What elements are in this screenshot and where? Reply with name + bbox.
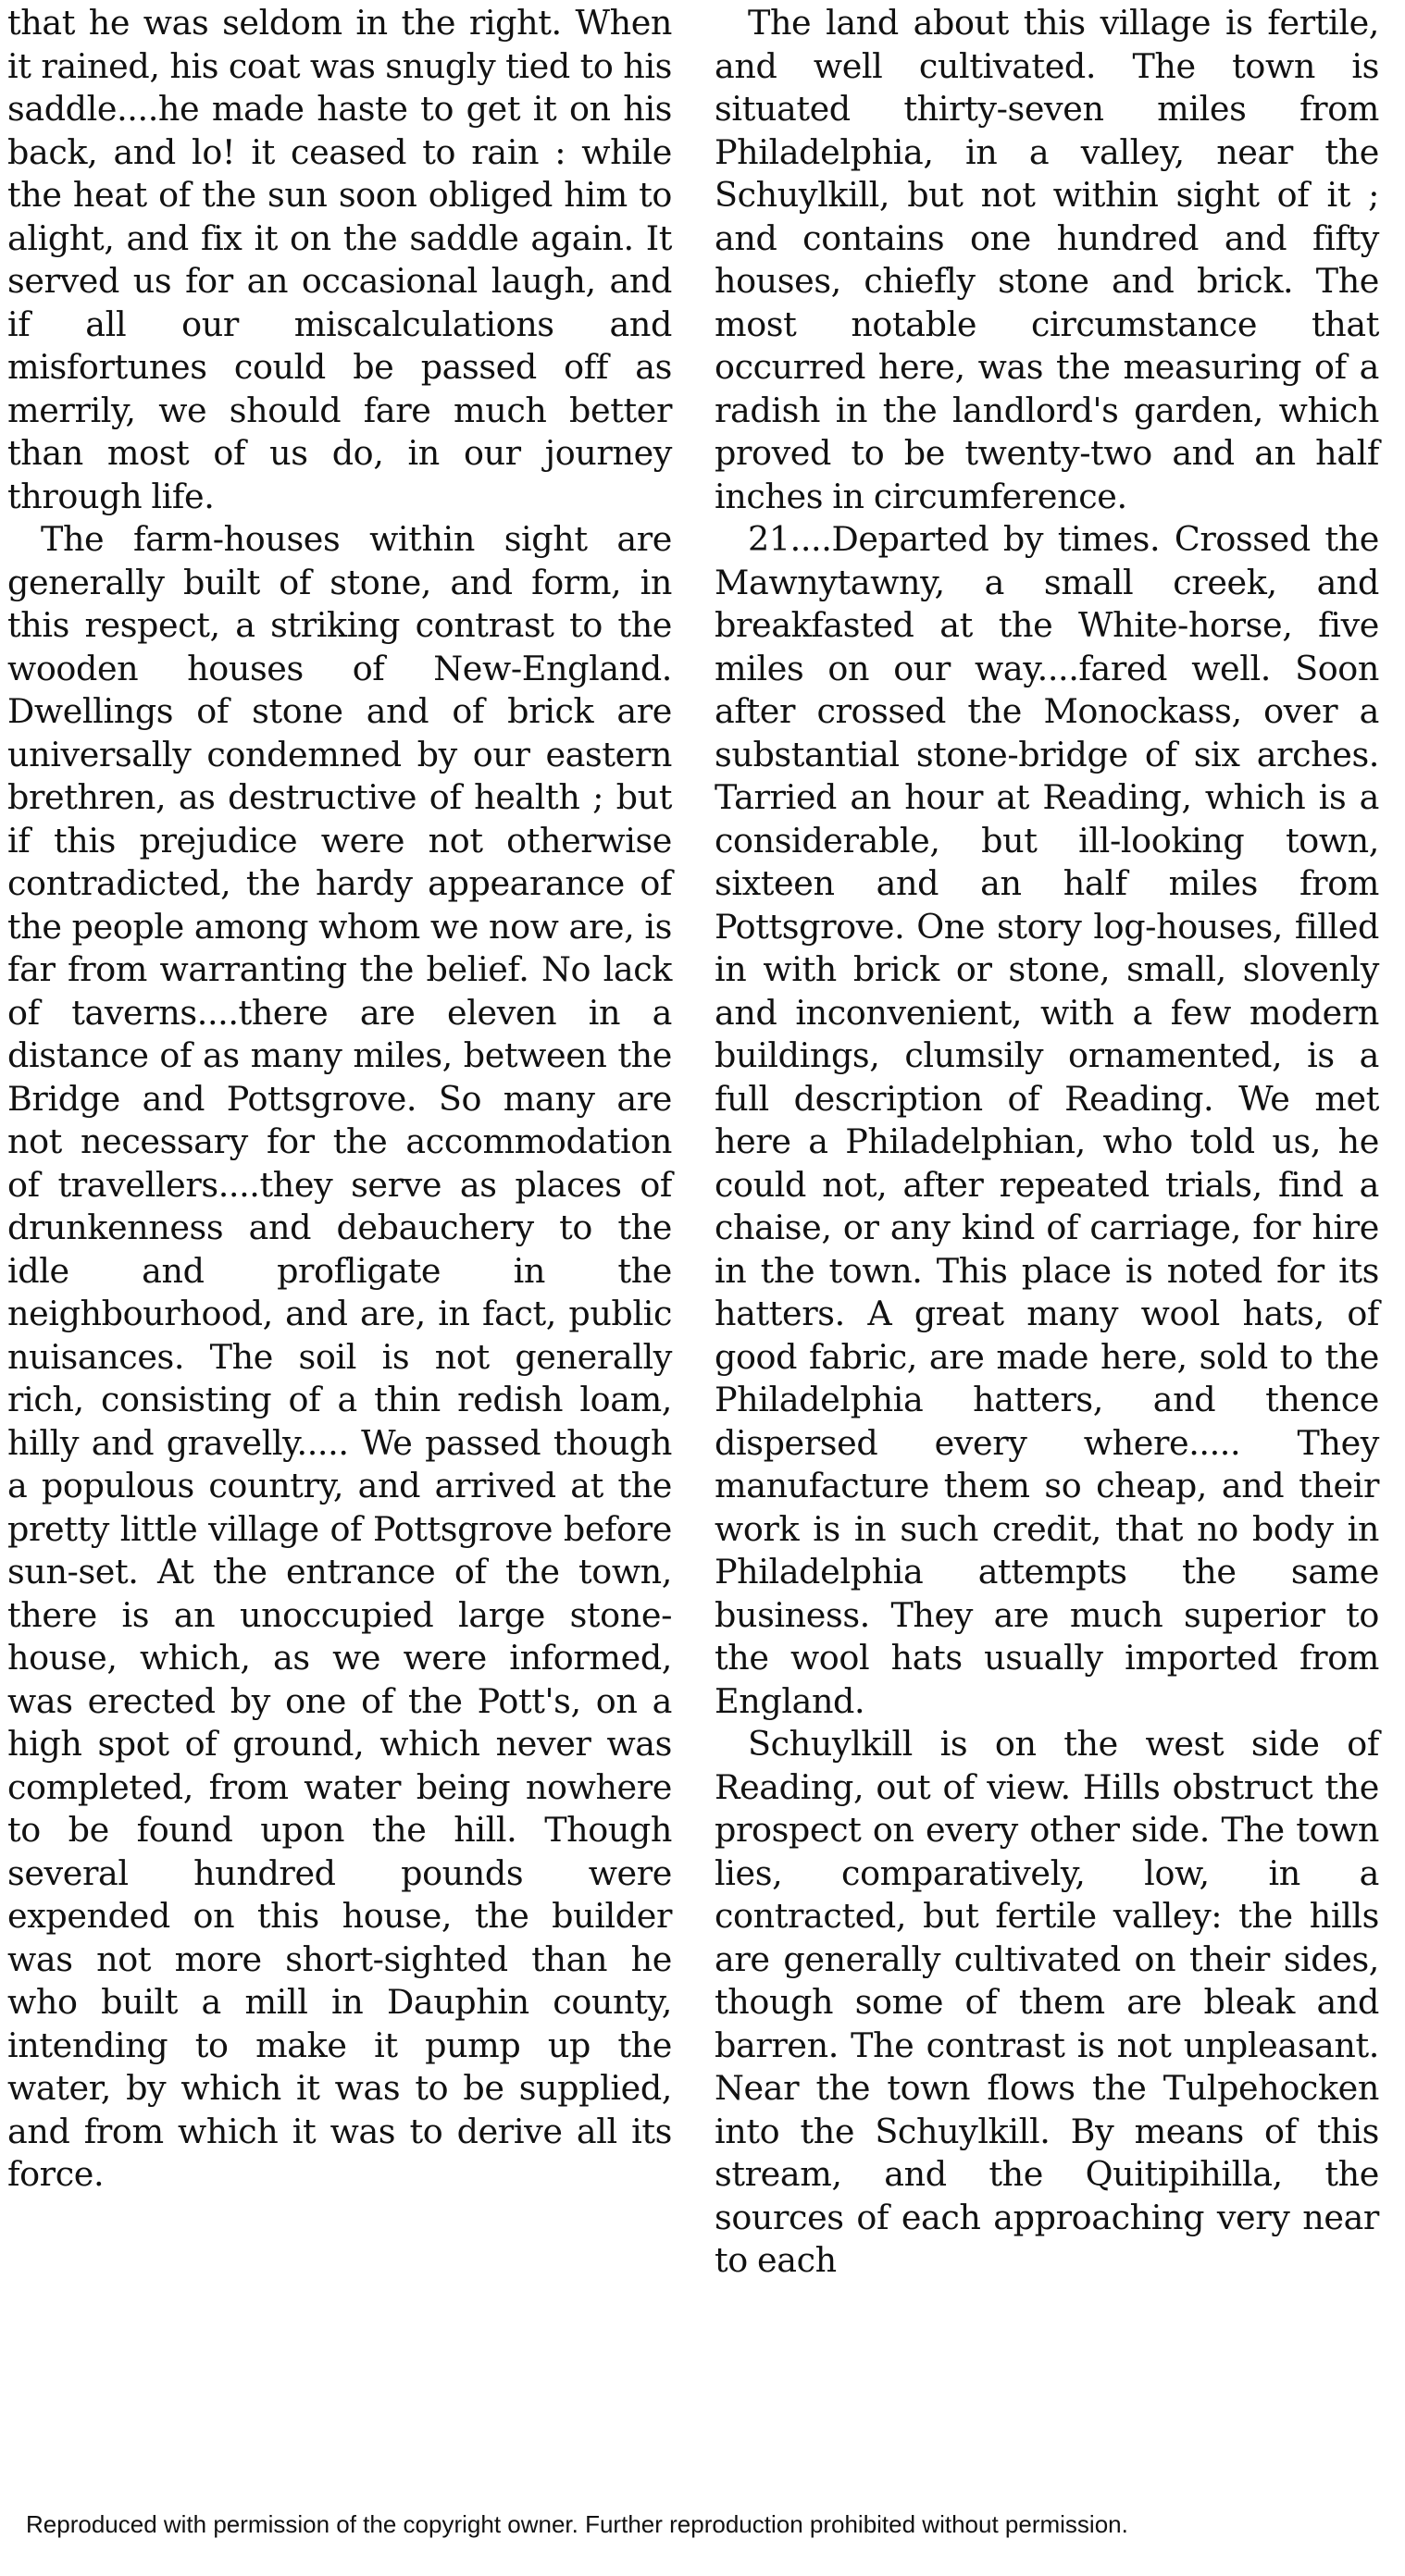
right-paragraph-1: The land about this village is fertile, and well cultivated. The town is situated thirty-seven miles from Philadelphia, in a valley, near the Schuylkill, but not within sight of it ; and contains one hundred and fifty houses, chiefly stone and brick. The most notable circumstance that occurred here, was the measuring of a radish in the landlord's garden, which proved to be twenty-two and an half inches in circumference. bbox=[715, 3, 1379, 516]
left-paragraph-2: The farm-houses within sight are generally built of stone, and form, in this respect, a striking contrast to the wooden houses of New-England. Dwellings of stone and of brick are universally condemned by our eastern brethren, as destructive of health ; but if this prejudice were not otherwise contradicted, the hardy appearance of the people among whom we now are, is far from warranting the belief. No lack of taverns....there are eleven in a distance of as many miles, between the Bridge and Pottsgrove. So many are not necessary for the accommodation of travellers....they serve as places of drunkenness and debauchery to the idle and profligate in the neighbourhood, and are, in fact, public nuisances. The soil is not generally rich, consisting of a thin redish loam, hilly and gravelly..... We passed though a populous country, and arrived at the pretty little village of Pottsgrove before sun-set. At the entrance of the town, there is an unoccupied large stone-house, which, as we were informed, was erected by one of the Pott's, on a high spot of ground, which never was completed, from water being nowhere to be found upon the hill. Though several hundred pounds were expended on this house, the builder was not more short-sighted than he who built a mill in Dauphin county, intending to make it pump up the water, by which it was to be supplied, and from which it was to derive all its force. bbox=[7, 519, 672, 2194]
copyright-notice: Reproduced with permission of the copyright owner. Further reproduction prohibited without permission. bbox=[26, 2510, 1128, 2538]
left-paragraph-1: that he was seldom in the right. When it rained, his coat was snugly tied to his saddle....he made haste to get it on his back, and lo! it ceased to rain : while the heat of the sun soon obliged him to alight, and fix it on the saddle again. It served us for an occasional laugh, and if all our miscalculations and misfortunes could be passed off as merrily, we should fare much better than most of us do, in our journey through life. bbox=[7, 3, 672, 516]
right-text-column bbox=[715, 2, 1379, 2283]
right-paragraph-2: 21....Departed by times. Crossed the Mawnytawny, a small creek, and breakfasted at the White-horse, five miles on our way....fared well. Soon after crossed the Monockass, over a substantial stone-bridge of six arches. Tarried an hour at Reading, which is a considerable, but ill-looking town, sixteen and an half miles from Pottsgrove. One story log-houses, filled in with brick or stone, small, slovenly and inconvenient, with a few modern buildings, clumsily ornamented, is a full description of Reading. We met here a Philadelphian, who told us, he could not, after repeated trials, find a chaise, or any kind of carriage, for hire in the town. This place is noted for its hatters. A great many wool hats, of good fabric, are made here, sold to the Philadelphia hatters, and thence dispersed every where..... They manufacture them so cheap, and their work is in such credit, that no body in Philadelphia attempts the same business. They are much superior to the wool hats usually imported from England. bbox=[715, 519, 1379, 1721]
right-paragraph-3: Schuylkill is on the west side of Reading, out of view. Hills obstruct the prospect on every other side. The town lies, comparatively, low, in a contracted, but fertile valley: the hills are generally cultivated on their sides, though some of them are bleak and barren. The contrast is not unpleasant. Near the town flows the Tulpehocken into the Schuylkill. By means of this stream, and the Quitipihilla, the sources of each approaching very near to each bbox=[715, 1724, 1379, 2280]
left-text-column bbox=[7, 2, 672, 2197]
